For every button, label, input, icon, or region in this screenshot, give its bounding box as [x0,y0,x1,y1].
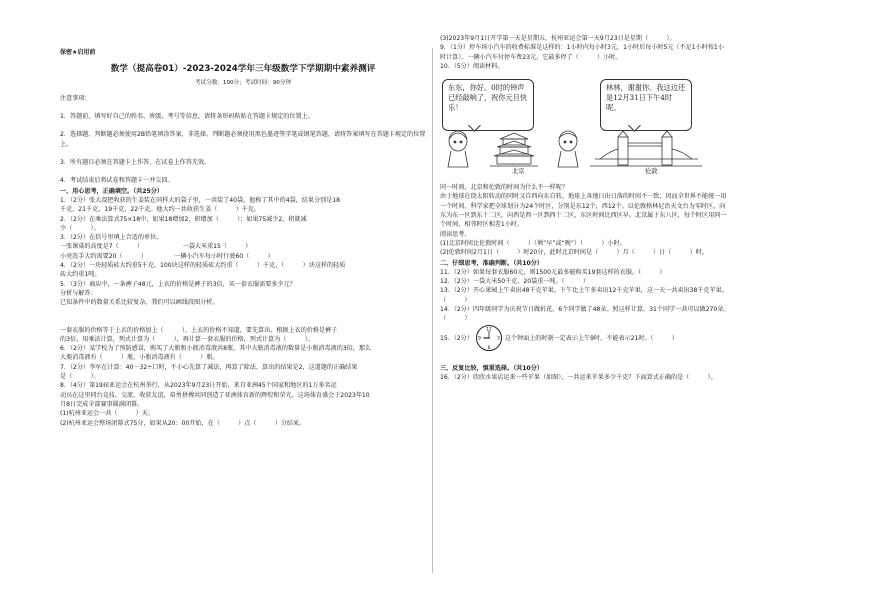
question-line: 已知条件中的数量关系比较复杂，我们可以画线段图分析。 [60,299,219,307]
left-column [60,48,426,428]
section-heading: 一、用心思考，正确填空。（共25分） [60,187,163,195]
question-line: 14．（2分）四年级同学为庆祝节日做折花，6个同学做了48朵。照这样计算，31个同学一共可以做270朵。 [440,306,730,314]
cartoon-drawing [440,129,720,169]
question-line: 4．（2分）一块轻质砖大约重5千克，100块这样的轻质砖大约重（ ）千克，（ ）块这样的轻质 [60,262,346,270]
question-line: 12．（2分）一袋大米50千克，20袋重一吨。（ ） [440,278,590,286]
question-line: 2．（2分）在乘法算式75×18中，如果18增加2，积增加（ ）；如果75减少2，积就减 [60,215,307,223]
girl-figure-icon [448,131,468,167]
question-line: 的3倍，用乘法计算，列式计算为（ ），再计算一套衣服的价格，列式计算为（ ）。 [60,335,314,343]
section-heading: 二、仔细思考，准确判断。（共10分） [440,259,543,267]
question-line: 少（ ）。 [60,224,100,232]
boy-figure-icon [558,131,578,167]
section-heading: 三、反复比较，慎重选择。（共10分） [440,364,543,372]
clock-number-9: 9 [478,335,481,341]
question-line: (1)北京时间比伦敦时间（ ）（填“早”或“晚”）（ ）小时。 [440,239,626,247]
question-line: 一个时间。科学家把全球划分为24个时区，分别是东12个，西12个。以伦敦格林尼治天文台为零时区，向 [440,202,726,210]
right-column [440,34,812,382]
page-title: 数学（提高卷01）-2023-2024学年三年级数学下学期期中素养测评 [110,64,376,75]
question-line: 11．（2分）如果每套衣服60元，则1500元最多能购买19套这样的衣服。（ ） [440,268,666,276]
clock-number-12: 12 [486,326,492,332]
question-line: 是（ ）。 [60,373,100,381]
temple-of-heaven-icon [490,133,538,166]
question-line: (2)伦敦时间2月1日（ ）时20分，此时北京时间是（ ）月（ ）日（ ）时。 [440,249,708,257]
question-line: 一张课桌的高度是7（ ） 一袋大米重15（ ） [60,243,252,251]
question-15-number: 15．（2分） [440,334,473,342]
question-line: 东为东一区到东十二区，向西是西一区到西十二区，东区时间比西区早。北京属于东八区，每个时区用同一 [440,212,727,220]
question-line: (3)2023年9月1日开学第一天是星期五，杭州亚运会第一天9月23日是星期（ ）。 [440,35,676,42]
clock-number-3: 3 [497,335,500,341]
notice-item: 2．选择题、判断题必须使用2B铅笔填涂答案，非选择、判断题必须使用黑色墨迹签字笔或钢笔答题，请将答案填写在答题卡规定的位置上。 [60,131,426,148]
question-line: 千克、21千克、19千克、22千克。他大约一共收获生姜（ ）千克。 [60,206,260,214]
question-line: 由于地球在绕太阳转动的同时又自西向东自转，地球上各地日出日落的时间不一致，因而全世界不能统一用 [440,193,727,201]
question-line: 分析与解答： [60,289,97,297]
question-15-text: 这个钟面上的时刻一定表示上午9时，不能表示21时。（ ） [504,334,678,342]
speech-bubble-left: 东东，你好。0时的钟声已经敲响了，祝你元旦快乐！ [442,79,534,131]
question-line: 1．（2分）张大叔把收获的生姜装在同样大的袋子里，一共装了40袋。他称了其中的4袋，结果分别是18 [60,196,341,204]
question-line: 9．（1分）停车场小汽车的收费标准是这样的：1小时内每小时3元，1小时后每小时5元（不足1小时按1小 [440,44,724,52]
question-line: 7．（2分）李军在计算：40－32÷口时，不小心先算了减法，再算了除法，算出的结果是2，这道题的正确结果 [60,363,358,371]
question-line: (1)杭州亚运会一共（ ）天。 [60,410,154,418]
question-line: （ ） [440,296,471,304]
question-line: 砖大约重1吨。 [60,271,101,279]
question-line: 小亮洗手大约需要20（ ） 一辆小汽车每小时行驶60（ ） [60,252,274,260]
clock-number-6: 6 [487,344,491,350]
question-line: 个时间，相邻时区相差1小时。 [440,221,524,229]
question-line: 月8日完成全部赛事圆满闭幕。 [60,400,144,408]
question-line: 3．（2分）在括号里填上合适的单位。 [60,234,163,242]
question-line: (2)杭州亚运会整场闭幕式75分，如果从20：00开始，在（ ）点（ ）分结束。 [60,419,306,427]
question-line: 8．（4分）第19届亚运会在杭州举行，从2023年9月23日开始，来自亚洲45个国家和地区的1万多名运 [60,382,337,390]
question-line: 同一时刻，北京和伦敦的时间为什么不一样呢？ [440,184,568,192]
question-line: 阅读思考。 [440,230,471,238]
question-line: 16．（2分）欣欣水果店运来一些苹果（如图），一共运来苹果多少千克？下面算式正确的是（ ）。 [440,373,717,381]
question-line: 13．（2分）开心果园上午卖出48千克苹果，下午比上午多卖出12千克苹果，这一天一共卖出38千克苹果。 [440,287,728,295]
question-15 [440,324,812,354]
question-line: 大瓶消毒液有（ ）瓶，小瓶消毒液有（ ）瓶。 [60,354,219,362]
question-line: 5．（3分）商店中，一条裤子48元，上衣的价格是裤子的3倍，买一套衣服需要多少元？ [60,280,296,288]
notice-item: 3．所有题目必须在答题卡上作答，在试卷上作答无效。 [60,159,211,167]
question-line: 10．（5分）阅读材料。 [440,62,504,70]
notice-heading: 注意事项： [60,94,91,102]
city-label-beijing: 北京 [512,168,525,176]
question-line: 时计算）。一辆小汽车付停车费23元，它最多停了（ ）小时。 [440,53,622,61]
speech-bubble-right: 林林，谢谢你。我这边还是12月31日下午4时呢。 [600,79,692,131]
notice-item: 1．答题前，填写好自己的姓名、班级、考号等信息，请将条形码粘贴在答题卡规定的位置上。 [60,113,314,121]
city-label-london: 伦敦 [645,168,658,176]
question-line: （ ） [440,315,471,323]
reading-illustration [440,73,812,181]
question-line: 动员在这里同台竞技、交流、收获友谊，奋勇拼搏共同创造了亚洲体育新的辉煌和荣光。这场体育盛会于2023年10 [60,391,370,399]
notice-item: 4．考试结束后将试卷和答题卡一并交回。 [60,177,174,185]
confidential-mark: 保密★启用前 [60,49,96,56]
column-divider [432,48,433,573]
tower-bridge-icon [590,131,702,166]
exam-meta: 考试分数：100分；考试时间：90分钟 [194,79,292,86]
clock-icon [475,324,503,352]
question-line: 一套衣服的价格等于上衣的价格加上（ ），上衣的价格不知道，要先算出，根据上衣的价格是裤子 [60,326,338,334]
question-line: 6．（2分）某学校为了预防感冒，购买了大瓶和小瓶消毒液共8瓶，其中大瓶消毒液的数量是小瓶消毒液的3倍，那么 [60,345,372,353]
